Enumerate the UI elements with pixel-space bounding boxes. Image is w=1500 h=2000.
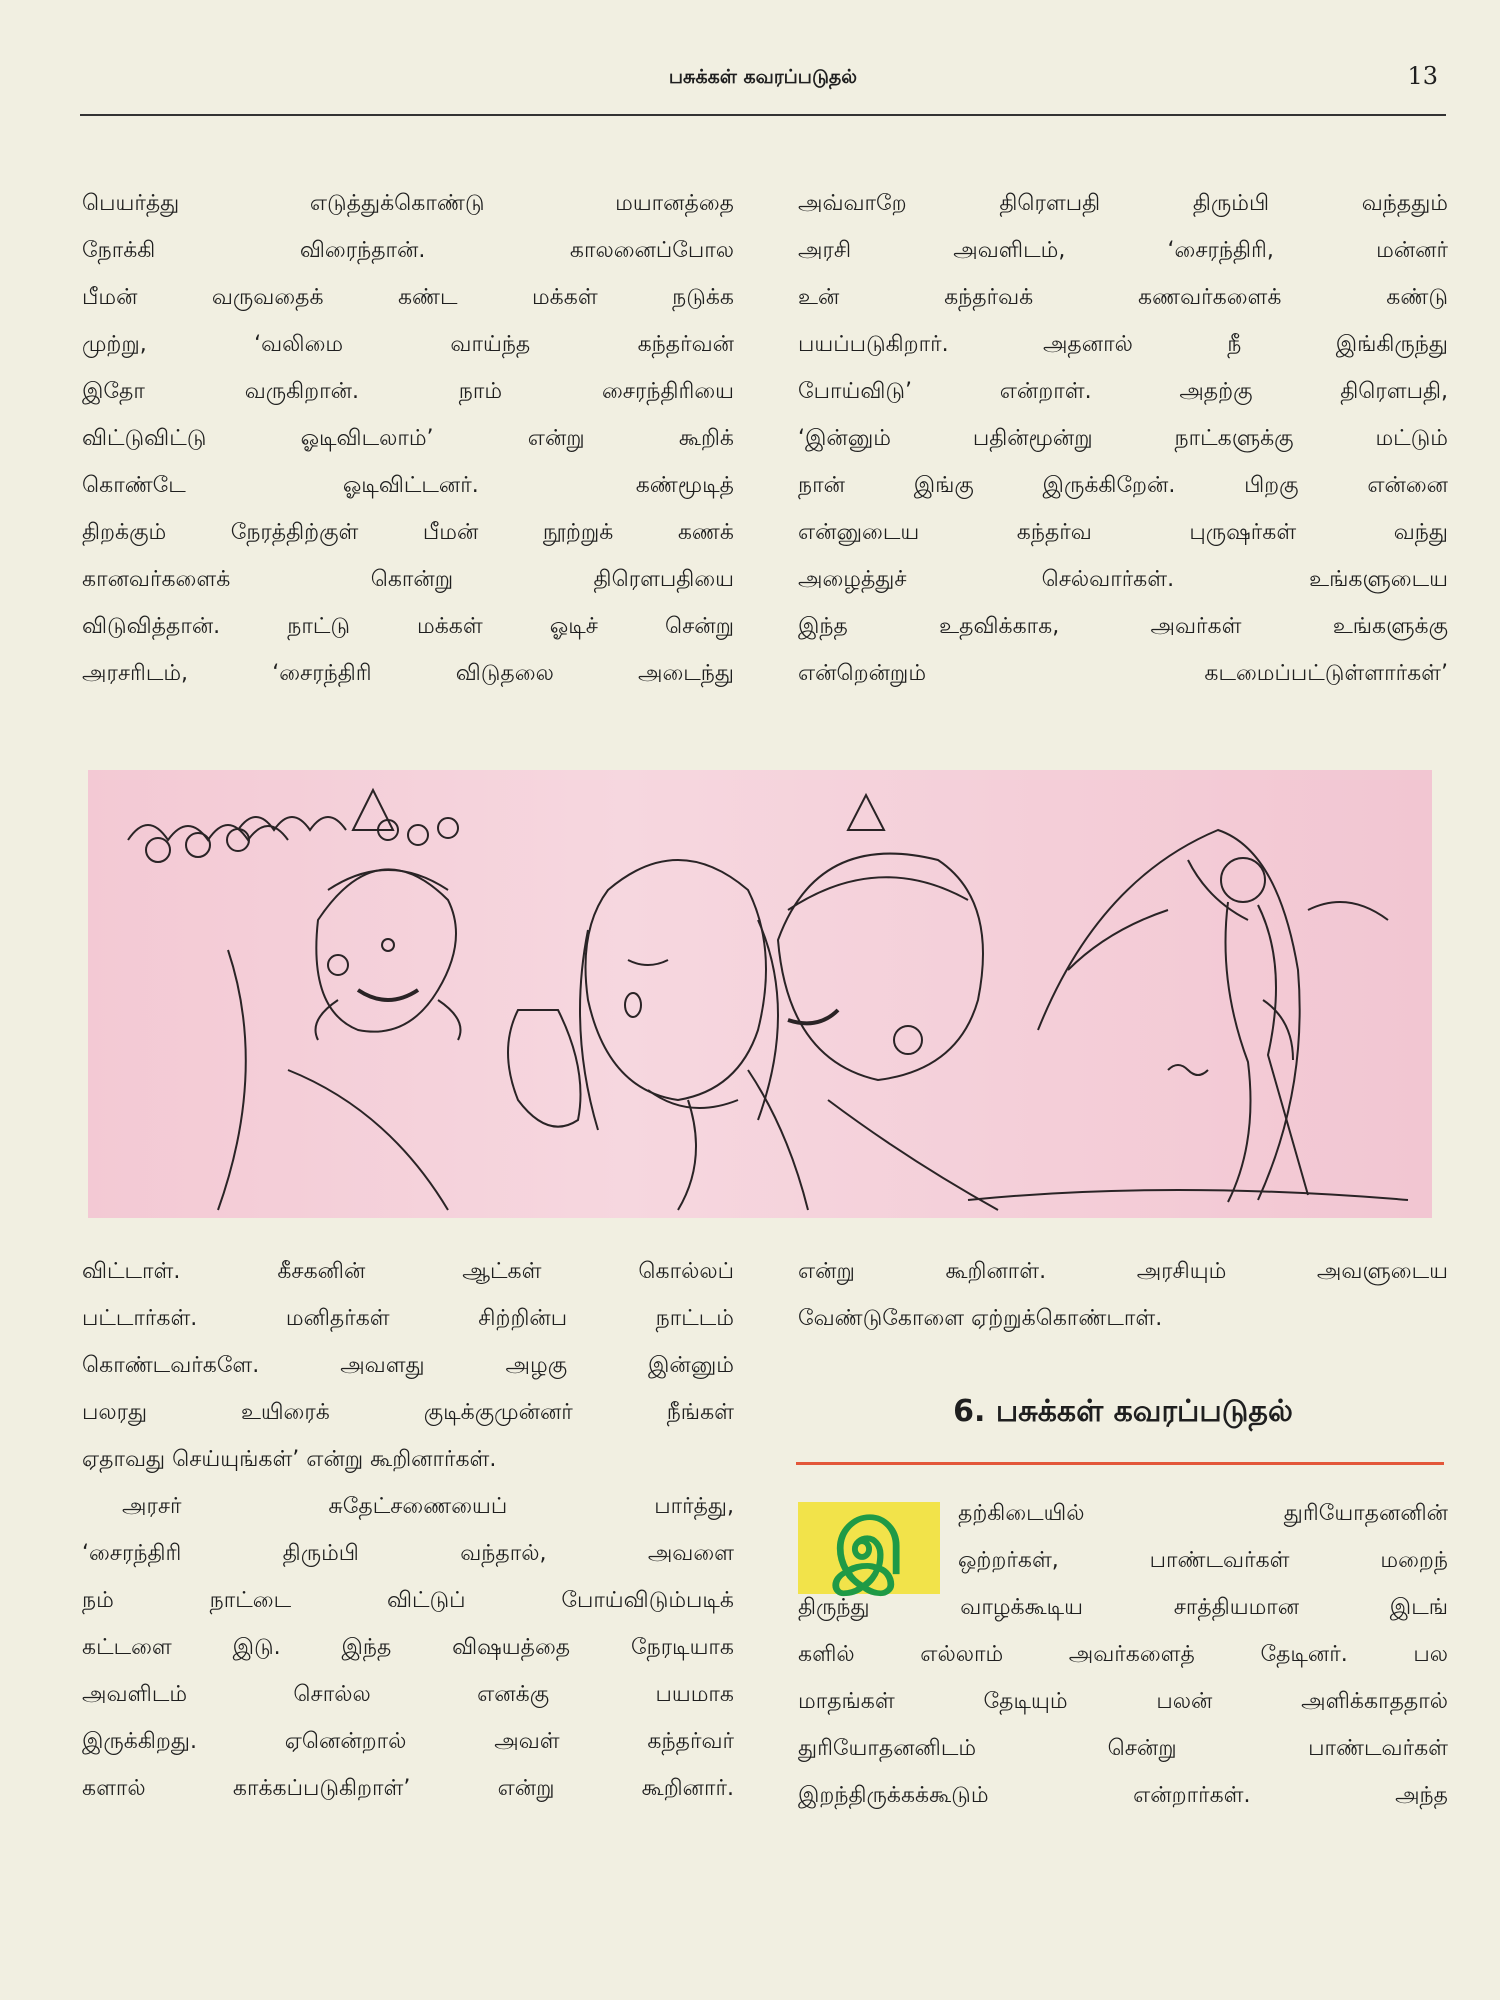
text-line: முற்று, ‘வலிமை வாய்ந்த கந்தர்வன் <box>82 332 734 357</box>
text-line: இதோ வருகிறான். நாம் சைரந்திரியை <box>82 379 734 404</box>
text-line: பயப்படுகிறார். அதனால் நீ இங்கிருந்து <box>798 332 1448 357</box>
text-line: பலரது உயிரைக் குடிக்குமுன்னர் நீங்கள் <box>82 1400 734 1425</box>
text-line: துரியோதனனிடம் சென்று பாண்டவர்கள் <box>798 1736 1448 1761</box>
text-line: என்னுடைய கந்தர்வ புருஷர்கள் வந்து <box>798 520 1448 545</box>
text-line: பீமன் வருவதைக் கண்ட மக்கள் நடுக்க <box>82 285 734 310</box>
text-line: அவ்வாறே திரௌபதி திரும்பி வந்ததும் <box>798 191 1448 216</box>
story-illustration <box>88 770 1432 1218</box>
text-line: பெயர்த்து எடுத்துக்கொண்டு மயானத்தை <box>82 191 734 216</box>
text-line: மாதங்கள் தேடியும் பலன் அளிக்காததால் <box>798 1689 1448 1714</box>
text-line: தற்கிடையில் துரியோதனனின் <box>958 1501 1448 1526</box>
section-divider <box>796 1462 1444 1465</box>
running-header <box>80 62 1446 116</box>
text-line: அவளிடம் சொல்ல எனக்கு பயமாக <box>82 1682 734 1707</box>
text-line: கட்டளை இடு. இந்த விஷயத்தை நேரடியாக <box>82 1635 734 1660</box>
text-line: விட்டுவிட்டு ஓடிவிடலாம்’ என்று கூறிக் <box>82 426 734 451</box>
text-line: அரசி அவளிடம், ‘சைரந்திரி, மன்னர் <box>798 238 1448 263</box>
text-line: உன் கந்தர்வக் கணவர்களைக் கண்டு <box>798 285 1448 310</box>
text-line: பட்டார்கள். மனிதர்கள் சிற்றின்ப நாட்டம் <box>82 1306 734 1331</box>
text-line: நான் இங்கு இருக்கிறேன். பிறகு என்னை <box>798 473 1448 498</box>
text-line: ஒற்றர்கள், பாண்டவர்கள் மறைந் <box>958 1548 1448 1573</box>
dropcap-letter: இ <box>833 1505 905 1591</box>
text-line: நோக்கி விரைந்தான். காலனைப்போல <box>82 238 734 263</box>
text-line: விடுவித்தான். நாட்டு மக்கள் ஓடிச் சென்று <box>82 614 734 639</box>
page-number: 13 <box>1407 62 1438 90</box>
dropcap <box>798 1502 940 1594</box>
text-column-bottom-left <box>82 1248 734 1812</box>
text-column-top-left <box>82 180 734 697</box>
section-heading: 6. பசுக்கள் கவரப்படுதல் <box>953 1394 1293 1429</box>
text-line: அரசரிடம், ‘சைரந்திரி விடுதலை அடைந்து <box>82 661 734 686</box>
text-line: கானவர்களைக் கொன்று திரௌபதியை <box>82 567 734 592</box>
text-column-top-right <box>798 180 1448 697</box>
text-line: களால் காக்கப்படுகிறாள்’ என்று கூறினார். <box>82 1776 734 1801</box>
text-line: அழைத்துச் செல்வார்கள். உங்களுடைய <box>798 567 1448 592</box>
text-line: ‘சைரந்திரி திரும்பி வந்தால், அவளை <box>82 1541 734 1566</box>
text-line: என்று கூறினாள். அரசியும் அவளுடைய <box>798 1259 1448 1284</box>
text-line: ‘இன்னும் பதின்மூன்று நாட்களுக்கு மட்டும் <box>798 426 1448 451</box>
text-line: கொண்டவர்களே. அவளது அழகு இன்னும் <box>82 1353 734 1378</box>
text-line: இருக்கிறது. ஏனென்றால் அவள் கந்தர்வர் <box>82 1729 734 1754</box>
text-line: ஏதாவது செய்யுங்கள்’ என்று கூறினார்கள். <box>82 1447 497 1472</box>
text-line: நம் நாட்டை விட்டுப் போய்விடும்படிக் <box>82 1588 734 1613</box>
text-line: இந்த உதவிக்காக, அவர்கள் உங்களுக்கு <box>798 614 1448 639</box>
running-title: பசுக்கள் கவரப்படுதல் <box>668 66 858 88</box>
section-text-beside-dropcap <box>958 1490 1448 1584</box>
section-text <box>798 1584 1448 1819</box>
text-line: விட்டாள். கீசகனின் ஆட்கள் கொல்லப் <box>82 1259 734 1284</box>
text-column-bottom-right <box>798 1248 1448 1342</box>
text-line: என்றென்றும் கடமைப்பட்டுள்ளார்கள்’ <box>798 661 1448 686</box>
text-line: கொண்டே ஓடிவிட்டனர். கண்மூடித் <box>82 473 734 498</box>
text-line: அரசர் சுதேட்சணையைப் பார்த்து, <box>122 1494 734 1519</box>
text-line: திருந்து வாழக்கூடிய சாத்தியமான இடங் <box>798 1595 1448 1620</box>
text-line: இறந்திருக்கக்கூடும் என்றார்கள். அந்த <box>798 1783 1448 1808</box>
text-line: போய்விடு’ என்றாள். அதற்கு திரௌபதி, <box>798 379 1448 404</box>
text-line: திறக்கும் நேரத்திற்குள் பீமன் நூற்றுக் கணக் <box>82 520 734 545</box>
text-line: களில் எல்லாம் அவர்களைத் தேடினர். பல <box>798 1642 1448 1667</box>
text-line: வேண்டுகோளை ஏற்றுக்கொண்டாள். <box>798 1306 1163 1331</box>
illustration-drawing <box>88 770 1432 1218</box>
